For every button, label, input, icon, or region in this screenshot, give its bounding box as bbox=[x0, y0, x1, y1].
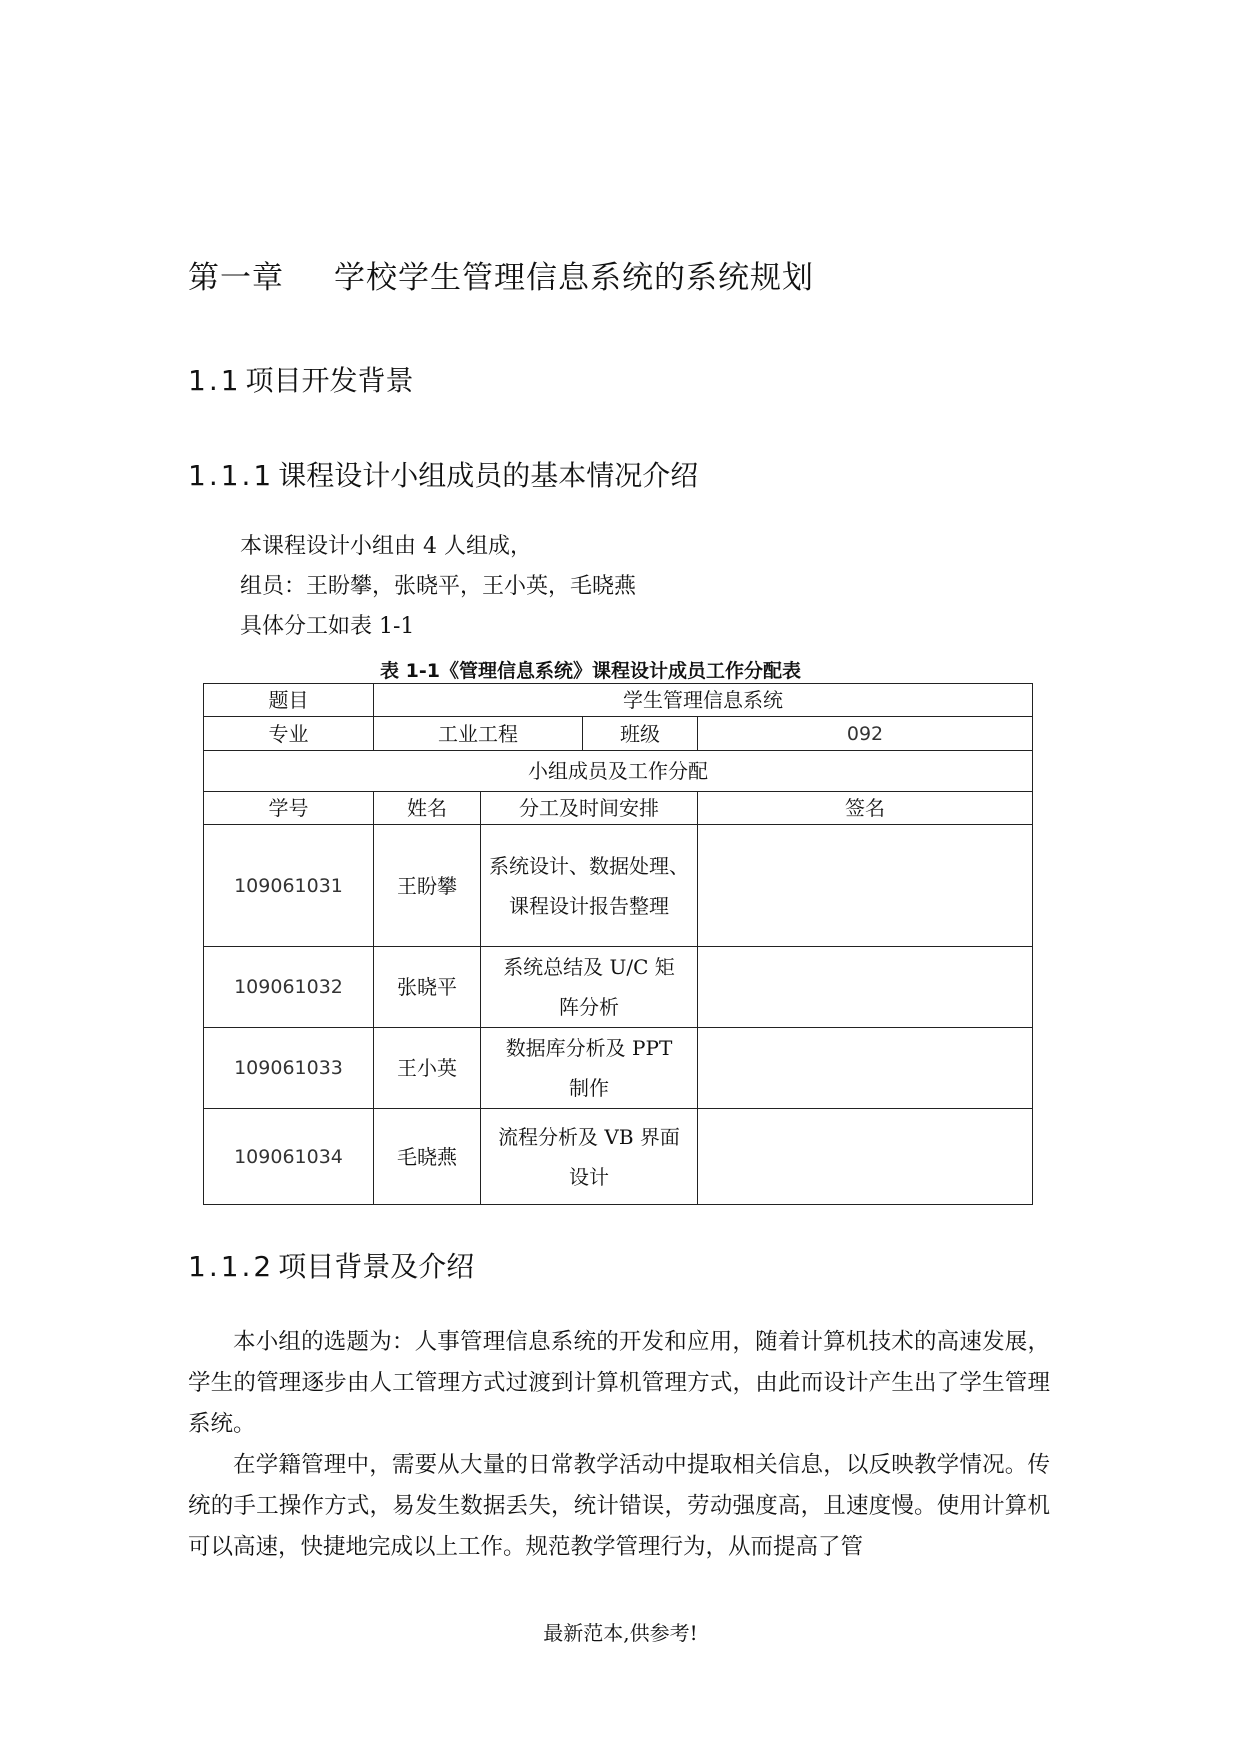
section-heading-1-1 bbox=[188, 359, 414, 399]
signature-cell bbox=[698, 1109, 1033, 1205]
intro-line-3: 具体分工如表 1-1 bbox=[240, 614, 415, 639]
class-label: 班级 bbox=[583, 717, 698, 751]
task-line: 阵分析 bbox=[559, 995, 619, 1019]
table-row-topic bbox=[204, 684, 1033, 717]
major-label: 专业 bbox=[204, 717, 374, 751]
task-line: 系统设计、数据处理、 bbox=[489, 853, 689, 878]
signature-cell bbox=[698, 947, 1033, 1028]
column-header-name: 姓名 bbox=[374, 792, 481, 825]
task-line: 制作 bbox=[569, 1076, 609, 1100]
column-header-task: 分工及时间安排 bbox=[481, 792, 698, 825]
task-line: 系统总结及 U/C 矩 bbox=[503, 955, 675, 979]
major-value: 工业工程 bbox=[374, 717, 583, 751]
chapter-number: 第一章 bbox=[188, 260, 284, 296]
section-heading-1-1-2 bbox=[188, 1245, 474, 1285]
section-number: 1.1.1 bbox=[188, 459, 275, 492]
student-id: 109061032 bbox=[204, 947, 374, 1028]
section-heading-1-1-1 bbox=[188, 454, 698, 494]
student-id: 109061031 bbox=[204, 825, 374, 947]
column-header-signature: 签名 bbox=[698, 792, 1033, 825]
signature-cell bbox=[698, 1028, 1033, 1109]
page-footer: 最新范本,供参考! bbox=[543, 1621, 698, 1645]
table-row bbox=[204, 1109, 1033, 1205]
student-name: 王盼攀 bbox=[374, 825, 481, 947]
task-cell bbox=[481, 947, 698, 1028]
student-name: 王小英 bbox=[374, 1028, 481, 1109]
section-title: 项目开发背景 bbox=[245, 364, 414, 397]
table-row bbox=[204, 825, 1033, 947]
signature-cell bbox=[698, 825, 1033, 947]
table-row-major bbox=[204, 717, 1033, 751]
table-row bbox=[204, 947, 1033, 1028]
member-assignment-table bbox=[203, 683, 1033, 1205]
table-row-group-header bbox=[204, 751, 1033, 792]
task-line: 设计 bbox=[569, 1164, 609, 1189]
student-id: 109061034 bbox=[204, 1109, 374, 1205]
student-name: 张晓平 bbox=[374, 947, 481, 1028]
group-header: 小组成员及工作分配 bbox=[204, 751, 1033, 792]
background-paragraph-2: 在学籍管理中，需要从大量的日常教学活动中提取相关信息，以反映教学情况。传统的手工操作方式，易发生数据丢失，统计错误，劳动强度高，且速度慢。使用计算机可以高速，快捷地完成以上工作。规范教学管理行为，从而提高了管 bbox=[188, 1452, 1050, 1560]
task-cell bbox=[481, 1109, 698, 1205]
background-paragraph-1: 本小组的选题为：人事管理信息系统的开发和应用，随着计算机技术的高速发展，学生的管理逐步由人工管理方式过渡到计算机管理方式，由此而设计产生出了学生管理系统。 bbox=[188, 1329, 1050, 1437]
section-number: 1.1 bbox=[188, 364, 242, 397]
class-value: 092 bbox=[698, 717, 1033, 751]
intro-line-2: 组员：王盼攀，张晓平，王小英，毛晓燕 bbox=[240, 574, 637, 599]
chapter-heading bbox=[188, 252, 814, 297]
table-row bbox=[204, 1028, 1033, 1109]
table-row-column-headers bbox=[204, 792, 1033, 825]
section-title: 项目背景及介绍 bbox=[278, 1250, 475, 1283]
section-title: 课程设计小组成员的基本情况介绍 bbox=[278, 459, 699, 492]
table-caption: 表 1-1《管理信息系统》课程设计成员工作分配表 bbox=[380, 660, 801, 682]
task-line: 数据库分析及 PPT bbox=[505, 1036, 673, 1060]
chapter-title: 学校学生管理信息系统的系统规划 bbox=[334, 260, 814, 296]
student-id: 109061033 bbox=[204, 1028, 374, 1109]
section-number: 1.1.2 bbox=[188, 1250, 275, 1283]
task-line: 课程设计报告整理 bbox=[509, 893, 669, 918]
student-name: 毛晓燕 bbox=[374, 1109, 481, 1205]
task-cell bbox=[481, 1028, 698, 1109]
column-header-id: 学号 bbox=[204, 792, 374, 825]
task-line: 流程分析及 VB 界面 bbox=[498, 1124, 680, 1149]
topic-value: 学生管理信息系统 bbox=[374, 684, 1033, 717]
topic-label: 题目 bbox=[204, 684, 374, 717]
task-cell bbox=[481, 825, 698, 947]
intro-line-1: 本课程设计小组由 4 人组成， bbox=[240, 534, 532, 559]
